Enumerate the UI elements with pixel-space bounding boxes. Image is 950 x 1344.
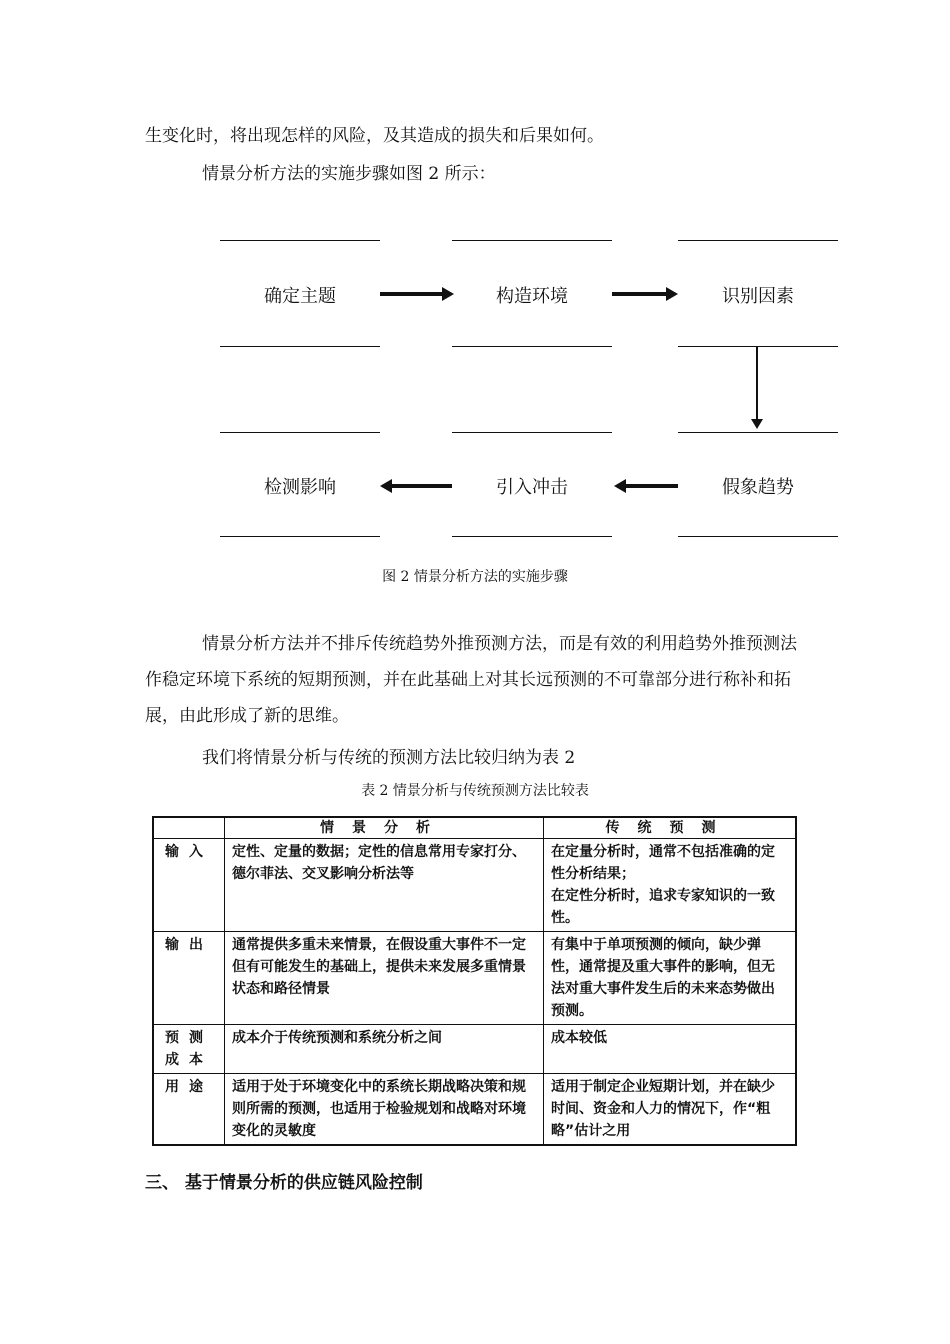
- row-label: 输入: [153, 839, 225, 932]
- scenario-cell: 通常提供多重未来情景，在假设重大事件不一定但有可能发生的基础上，提供未来发展多重情景状态和路径情景: [225, 932, 544, 1025]
- step-assume-trend: 假象趋势: [722, 477, 794, 498]
- traditional-cell: 成本较低: [544, 1025, 797, 1074]
- arrow-left-icon: [626, 484, 678, 488]
- body-paragraph: 情景分析方法并不排斥传统趋势外推预测方法，而是有效的利用趋势外推预测法作稳定环境下系统的短期预测，并在此基础上对其长远预测的不可靠部分进行称补和拓展，由此形成了新的思维。: [145, 634, 797, 726]
- table-header-cell: 情景分析: [225, 817, 544, 839]
- divider-line: [452, 536, 612, 537]
- table-header-row: [153, 817, 796, 839]
- divider-line: [220, 240, 380, 241]
- arrow-down-icon: [756, 347, 758, 419]
- divider-line: [220, 346, 380, 347]
- table-row: [153, 1025, 796, 1074]
- divider-line: [220, 536, 380, 537]
- intro-line-2: 情景分析方法的实施步骤如图 2 所示：: [202, 164, 496, 184]
- table-caption: 表 2 情景分析与传统预测方法比较表: [361, 783, 589, 799]
- arrow-right-icon: [380, 292, 442, 296]
- divider-line: [452, 346, 612, 347]
- traditional-cell: 适用于制定企业短期计划，并在缺少时间、资金和人力的情况下，作“粗略”估计之用: [544, 1074, 797, 1146]
- divider-line: [678, 432, 838, 433]
- table-row: [153, 839, 796, 932]
- row-label: 用途: [153, 1074, 225, 1146]
- scenario-cell: 定性、定量的数据；定性的信息常用专家打分、德尔菲法、交叉影响分析法等: [225, 839, 544, 932]
- section-heading: 三、 基于情景分析的供应链风险控制: [145, 1173, 423, 1193]
- divider-line: [452, 240, 612, 241]
- table-header-cell: [153, 817, 225, 839]
- traditional-cell: 在定量分析时，通常不包括准确的定性分析结果； 在定性分析时，追求专家知识的一致性。: [544, 839, 797, 932]
- table-row: [153, 1074, 796, 1146]
- figure-caption: 图 2 情景分析方法的实施步骤: [382, 569, 568, 585]
- comparison-table: [152, 816, 797, 1146]
- divider-line: [220, 432, 380, 433]
- traditional-cell: 有集中于单项预测的倾向，缺少弹性，通常提及重大事件的影响，但无法对重大事件发生后的未来态势做出预测。: [544, 932, 797, 1025]
- body-paragraph-2: 我们将情景分析与传统的预测方法比较归纳为表 2: [202, 748, 576, 768]
- arrow-right-icon: [612, 292, 666, 296]
- step-introduce-shock: 引入冲击: [496, 477, 568, 498]
- step-detect-impact: 检测影响: [264, 477, 336, 498]
- step-build-environment: 构造环境: [496, 286, 568, 307]
- row-label: 预测成本: [153, 1025, 225, 1074]
- table-row: [153, 932, 796, 1025]
- divider-line: [678, 346, 838, 347]
- scenario-cell: 适用于处于环境变化中的系统长期战略决策和规则所需的预测，也适用于检验规划和战略对环境变化的灵敏度: [225, 1074, 544, 1146]
- intro-line-1: 生变化时，将出现怎样的风险，及其造成的损失和后果如何。: [145, 126, 604, 146]
- row-label: 输出: [153, 932, 225, 1025]
- scenario-cell: 成本介于传统预测和系统分析之间: [225, 1025, 544, 1074]
- divider-line: [678, 536, 838, 537]
- step-identify-factors: 识别因素: [722, 286, 794, 307]
- divider-line: [678, 240, 838, 241]
- step-define-theme: 确定主题: [264, 286, 336, 307]
- arrow-left-icon: [392, 484, 452, 488]
- divider-line: [452, 432, 612, 433]
- table-header-cell: 传统预测: [544, 817, 797, 839]
